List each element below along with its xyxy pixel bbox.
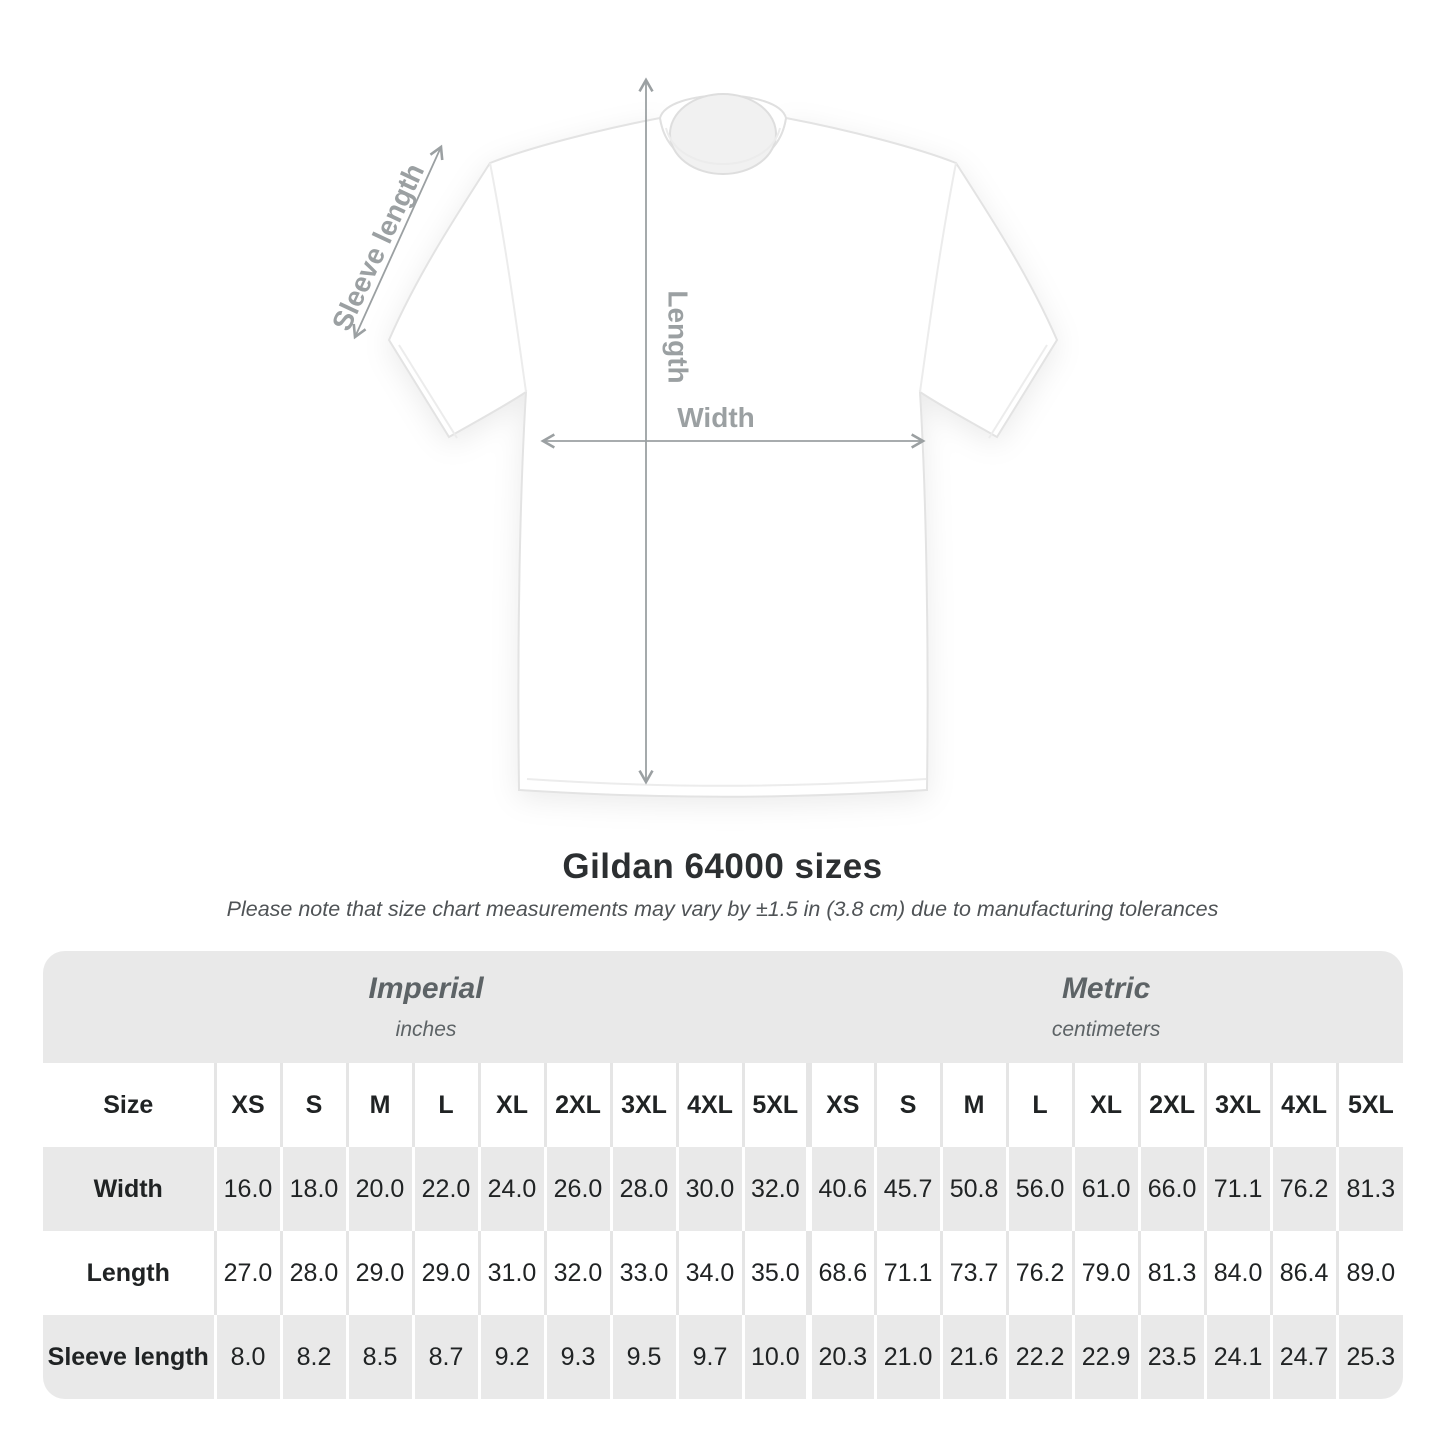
measurement-row [43, 1315, 1403, 1399]
measurement-cell: 89.0 [1337, 1231, 1403, 1315]
measurement-cell: 31.0 [479, 1231, 545, 1315]
measurement-cell: 40.6 [809, 1147, 875, 1231]
size-col-header: M [941, 1063, 1007, 1147]
measurement-cell: 21.6 [941, 1315, 1007, 1399]
measurement-cell: 81.3 [1337, 1147, 1403, 1231]
measurement-cell: 9.5 [611, 1315, 677, 1399]
size-col-header: 3XL [611, 1063, 677, 1147]
row-label: Sleeve length [43, 1315, 215, 1399]
size-col-header: 2XL [1139, 1063, 1205, 1147]
measurement-cell: 81.3 [1139, 1231, 1205, 1315]
section-header-metric [809, 951, 1403, 1063]
measurement-cell: 9.7 [677, 1315, 743, 1399]
size-col-header: 5XL [1337, 1063, 1403, 1147]
unit-band-row [43, 951, 1403, 1063]
size-col-header: 2XL [545, 1063, 611, 1147]
measurement-cell: 22.2 [1007, 1315, 1073, 1399]
collar-opening [670, 94, 776, 174]
measurement-cell: 76.2 [1007, 1231, 1073, 1315]
section-unit: centimeters [1051, 1018, 1161, 1041]
measurement-cell: 34.0 [677, 1231, 743, 1315]
size-col-header: XL [1073, 1063, 1139, 1147]
size-col-header: S [875, 1063, 941, 1147]
width-label: Width [677, 402, 755, 433]
measurement-cell: 76.2 [1271, 1147, 1337, 1231]
measurement-cell: 8.0 [215, 1315, 281, 1399]
measurement-cell: 86.4 [1271, 1231, 1337, 1315]
size-col-header: 3XL [1205, 1063, 1271, 1147]
tolerance-note: Please note that size chart measurements may vary by ±1.5 in (3.8 cm) due to manufacturing tolerances [226, 897, 1219, 921]
measurement-cell: 66.0 [1139, 1147, 1205, 1231]
measurement-cell: 28.0 [611, 1147, 677, 1231]
measurement-cell: 21.0 [875, 1315, 941, 1399]
measurement-cell: 71.1 [1205, 1147, 1271, 1231]
tshirt-body [389, 118, 1057, 797]
measurement-cell: 30.0 [677, 1147, 743, 1231]
size-col-header: XS [215, 1063, 281, 1147]
section-title: Imperial [368, 972, 484, 1005]
measurement-row [43, 1147, 1403, 1231]
size-col-header: L [1007, 1063, 1073, 1147]
size-chart-table [43, 951, 1403, 1399]
size-col-header: S [281, 1063, 347, 1147]
measurement-cell: 61.0 [1073, 1147, 1139, 1231]
measurement-cell: 26.0 [545, 1147, 611, 1231]
measurement-cell: 68.6 [809, 1231, 875, 1315]
size-col-header: L [413, 1063, 479, 1147]
measurement-cell: 32.0 [545, 1231, 611, 1315]
page-title: Gildan 64000 sizes [562, 847, 883, 886]
measurement-cell: 73.7 [941, 1231, 1007, 1315]
size-col-header: XL [479, 1063, 545, 1147]
size-col-header: 5XL [743, 1063, 809, 1147]
section-unit: inches [395, 1018, 457, 1041]
measurement-cell: 22.9 [1073, 1315, 1139, 1399]
measurement-cell: 32.0 [743, 1147, 809, 1231]
measurement-cell: 9.3 [545, 1315, 611, 1399]
measurement-cell: 71.1 [875, 1231, 941, 1315]
length-label: Length [662, 290, 694, 384]
size-col-header: XS [809, 1063, 875, 1147]
measurement-cell: 22.0 [413, 1147, 479, 1231]
measurement-cell: 24.1 [1205, 1315, 1271, 1399]
size-col-header: 4XL [677, 1063, 743, 1147]
measurement-cell: 56.0 [1007, 1147, 1073, 1231]
measurement-cell: 10.0 [743, 1315, 809, 1399]
measurement-cell: 33.0 [611, 1231, 677, 1315]
measurement-cell: 24.0 [479, 1147, 545, 1231]
measurement-cell: 24.7 [1271, 1315, 1337, 1399]
measurement-cell: 8.7 [413, 1315, 479, 1399]
size-col-header: M [347, 1063, 413, 1147]
measurement-cell: 35.0 [743, 1231, 809, 1315]
measurement-cell: 29.0 [347, 1231, 413, 1315]
measurement-cell: 8.5 [347, 1315, 413, 1399]
measurement-cell: 84.0 [1205, 1231, 1271, 1315]
measurement-row [43, 1231, 1403, 1315]
size-table [43, 951, 1403, 1399]
measurement-cell: 16.0 [215, 1147, 281, 1231]
measurement-cell: 18.0 [281, 1147, 347, 1231]
measurement-cell: 20.0 [347, 1147, 413, 1231]
measurement-cell: 50.8 [941, 1147, 1007, 1231]
row-label: Length [43, 1231, 215, 1315]
size-col-header: 4XL [1271, 1063, 1337, 1147]
measurement-cell: 20.3 [809, 1315, 875, 1399]
measurement-cell: 79.0 [1073, 1231, 1139, 1315]
measurement-cell: 8.2 [281, 1315, 347, 1399]
size-header-row [43, 1063, 1403, 1147]
row-label: Width [43, 1147, 215, 1231]
measurement-cell: 28.0 [281, 1231, 347, 1315]
section-header-imperial [43, 951, 809, 1063]
measurement-cell: 45.7 [875, 1147, 941, 1231]
section-title: Metric [1061, 972, 1151, 1005]
measurement-cell: 9.2 [479, 1315, 545, 1399]
size-header-label: Size [43, 1063, 215, 1147]
sleeve-length-label: Sleeve length [325, 158, 431, 336]
measurement-cell: 29.0 [413, 1231, 479, 1315]
measurement-cell: 25.3 [1337, 1315, 1403, 1399]
table-body [43, 951, 1403, 1399]
measurement-cell: 27.0 [215, 1231, 281, 1315]
measurement-cell: 23.5 [1139, 1315, 1205, 1399]
